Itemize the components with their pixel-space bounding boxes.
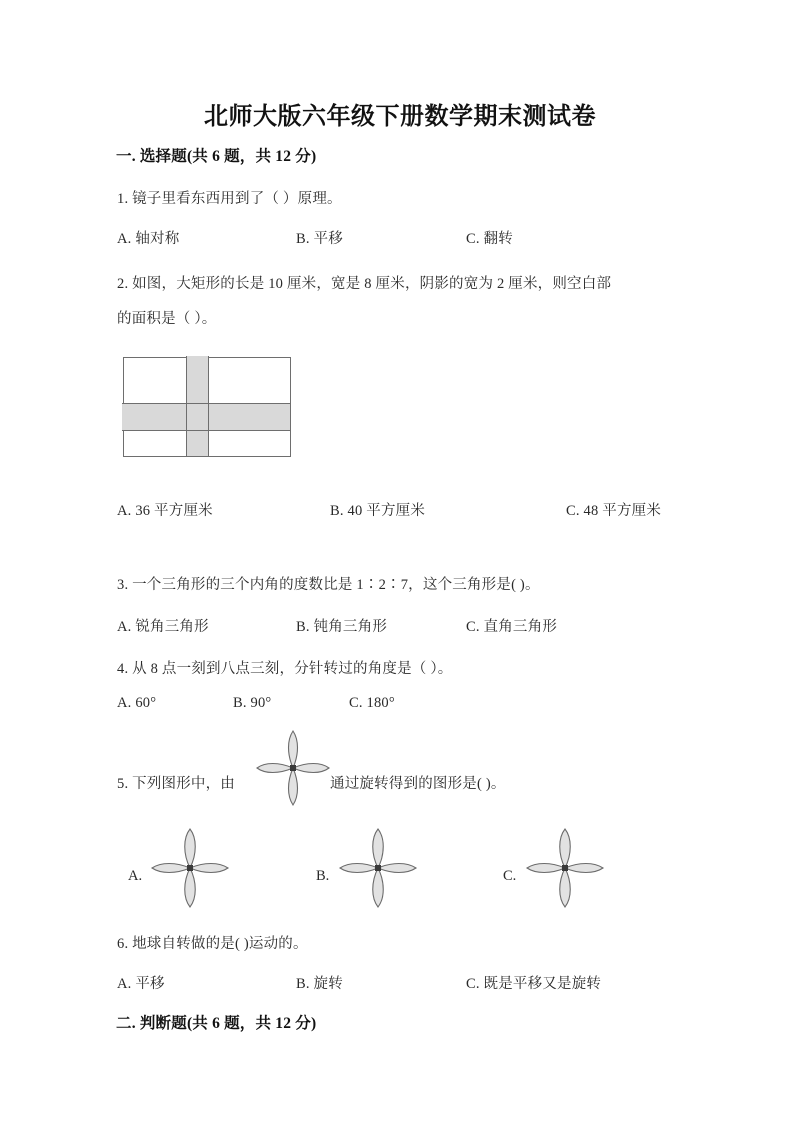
question-5-stem-after: 通过旋转得到的图形是( )。 — [330, 776, 506, 792]
band-intersection — [186, 403, 209, 431]
question-5-option-a-label[interactable]: A. — [128, 868, 143, 884]
question-3-option-b[interactable]: B. 钝角三角形 — [296, 619, 388, 635]
flower-icon-option-b[interactable] — [338, 826, 418, 910]
question-4-stem: 4. 从 8 点一刻到八点三刻，分针转过的角度是（ ）。 — [117, 661, 453, 677]
question-1-option-a[interactable]: A. 轴对称 — [117, 231, 180, 247]
flower-icon-prompt — [256, 728, 330, 808]
question-1-option-b[interactable]: B. 平移 — [296, 231, 343, 247]
question-3-stem: 3. 一个三角形的三个内角的度数比是 1∶2∶7，这个三角形是( )。 — [117, 577, 540, 593]
question-1-options — [0, 227, 800, 249]
question-3-option-c[interactable]: C. 直角三角形 — [466, 619, 558, 635]
question-2-stem-line-1: 2. 如图，大矩形的长是 10 厘米，宽是 8 厘米，阴影的宽为 2 厘米，则空白部 — [117, 276, 612, 292]
section-heading-judgement: 二. 判断题(共 6 题，共 12 分) — [116, 1015, 317, 1032]
question-2-option-c[interactable]: C. 48 平方厘米 — [566, 503, 662, 519]
question-4-option-a[interactable]: A. 60° — [117, 695, 157, 711]
question-1-stem: 1. 镜子里看东西用到了（ ）原理。 — [117, 191, 342, 207]
question-6-option-a[interactable]: A. 平移 — [117, 976, 165, 992]
question-4-option-c[interactable]: C. 180° — [349, 695, 395, 711]
question-4-options — [0, 695, 800, 717]
question-2-option-a[interactable]: A. 36 平方厘米 — [117, 503, 213, 519]
shaded-rectangle-figure — [123, 357, 291, 457]
question-3-options — [0, 615, 800, 637]
question-4-option-b[interactable]: B. 90° — [233, 695, 272, 711]
question-6-stem: 6. 地球自转做的是( )运动的。 — [117, 936, 308, 952]
section-heading-choice: 一. 选择题(共 6 题，共 12 分) — [116, 148, 317, 165]
question-6-option-b[interactable]: B. 旋转 — [296, 976, 343, 992]
question-5-option-c-label[interactable]: C. — [503, 868, 517, 884]
question-6-option-c[interactable]: C. 既是平移又是旋转 — [466, 976, 602, 992]
question-3-option-a[interactable]: A. 锐角三角形 — [117, 619, 209, 635]
question-5-option-b-label[interactable]: B. — [316, 868, 330, 884]
question-2-options — [0, 499, 800, 521]
question-2-option-b[interactable]: B. 40 平方厘米 — [330, 503, 426, 519]
flower-icon-option-a[interactable] — [150, 826, 230, 910]
flower-icon-option-c[interactable] — [525, 826, 605, 910]
question-2-stem-line-2: 的面积是（ ）。 — [117, 311, 217, 327]
page-title: 北师大版六年级下册数学期末测试卷 — [204, 104, 596, 130]
question-5-stem-before: 5. 下列图形中，由 — [117, 776, 235, 792]
question-1-option-c[interactable]: C. 翻转 — [466, 231, 513, 247]
question-6-options — [0, 972, 800, 994]
